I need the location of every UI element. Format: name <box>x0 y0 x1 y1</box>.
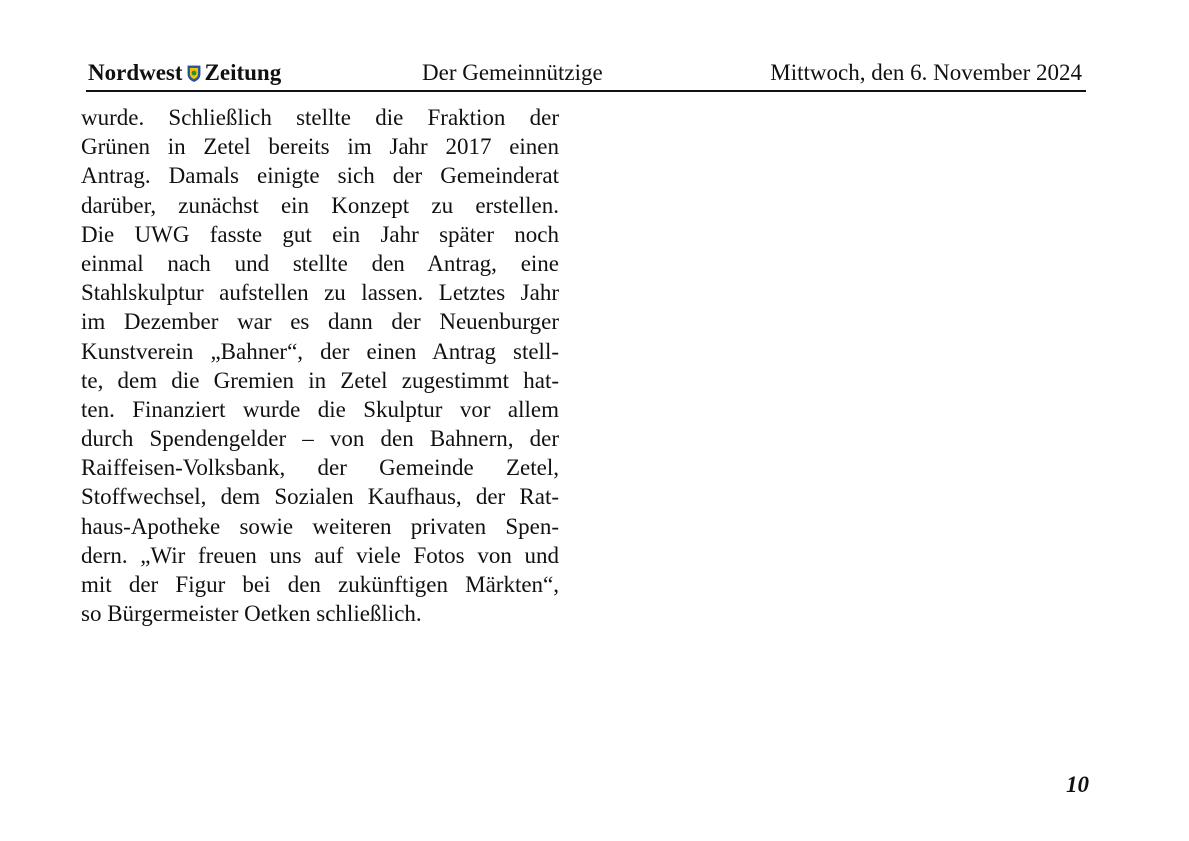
article-column <box>81 103 559 628</box>
brand-name-right: Zeitung <box>204 60 282 85</box>
brand-name-left: Nordwest <box>88 60 183 85</box>
article-line: Stoffwechsel, dem Sozialen Kaufhaus, der Rat- <box>81 484 559 510</box>
article-line: Die UWG fasste gut ein Jahr später noch <box>81 221 559 247</box>
page-header <box>86 58 1086 88</box>
issue-date: Mittwoch, den 6. November 2024 <box>770 60 1082 85</box>
article-line: haus-Apotheke sowie weiteren privaten Spen- <box>81 513 559 539</box>
article-line: Raiffeisen-Volksbank, der Gemeinde Zetel, <box>81 455 559 481</box>
coat-of-arms-icon <box>187 60 201 77</box>
article-line: ten. Finanziert wurde die Skulptur vor allem <box>81 396 559 422</box>
article-line: im Dezember war es dann der Neuenburger <box>81 309 559 335</box>
article-line: durch Spendengelder – von den Bahnern, der <box>81 426 559 452</box>
article-line: Kunstverein „Bahner“, der einen Antrag stell- <box>81 338 559 364</box>
article-line: Stahlskulptur aufstellen zu lassen. Letztes Jahr <box>81 280 559 306</box>
article-line: dern. „Wir freuen uns auf viele Fotos von und <box>81 542 559 568</box>
article-line: te, dem die Gremien in Zetel zugestimmt hat- <box>81 367 559 393</box>
header-divider <box>86 90 1086 92</box>
article-line: mit der Figur bei den zukünftigen Märkten“, <box>81 572 559 597</box>
page-number: 10 <box>1066 772 1089 797</box>
article-line: einmal nach und stellte den Antrag, eine <box>81 250 559 276</box>
publication-title: Der Gemeinnützige <box>422 60 603 85</box>
article-line: Antrag. Damals einigte sich der Gemeinderat <box>81 163 559 189</box>
article-line: Grünen in Zetel bereits im Jahr 2017 einen <box>81 134 559 160</box>
article-line: so Bürgermeister Oetken schließlich. <box>81 601 422 627</box>
newspaper-brand <box>88 58 281 88</box>
article-line: darüber, zunächst ein Konzept zu erstellen. <box>81 192 559 218</box>
article-line: wurde. Schließlich stellte die Fraktion der <box>81 105 559 130</box>
